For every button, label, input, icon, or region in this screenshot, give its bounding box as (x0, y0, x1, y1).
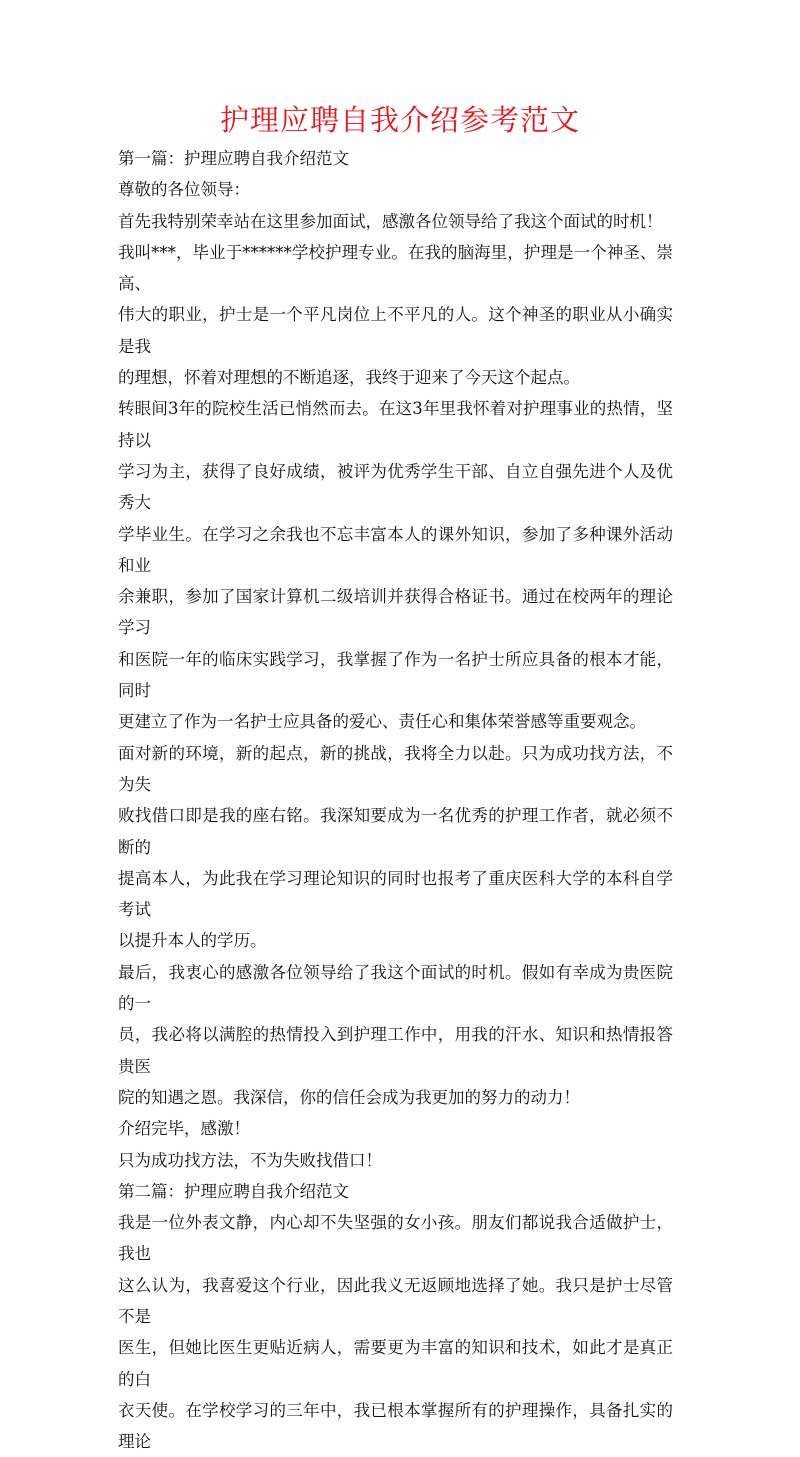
closing-line: 介绍完毕，感激！ (118, 1119, 250, 1139)
paragraph: 我叫***，毕业于******学校护理专业。在我的脑海里，护理是一个神圣、崇高、 伟大的职业，护士是一个平凡岗位上不平凡的人。这个神圣的职业从小确实是我 的理想，怀着对理想的不断追逐，我终于迎来了今天这个起点。 (118, 242, 673, 388)
paragraph: 转眼间3年的院校生活已悄然而去。在这3年里我怀着对护理事业的热情，坚持以 学习为主，获得了良好成绩，被评为优秀学生干部、自立自强先进个人及优秀大 学毕业生。在学习之余我也不忘丰富本人的课外知识，参加了多种课外活动和业 余兼职，参加了国家计算机二级培训并获得合格证书。通过在校两年的理论学习 和医院一年的临床实践学习，我掌握了作为一名护士所应具备的根本才能，同时 更建立了作为一名护士应具备的爱心、责任心和集体荣誉感等重要观念。 (118, 399, 673, 732)
paragraph: 面对新的环境，新的起点，新的挑战，我将全力以赴。只为成功找方法，不为失 败找借口即是我的座右铭。我深知要成为一名优秀的护理工作者，就必须不断的 提高本人，为此我在学习理论知识的同时也报考了重庆医科大学的本科自学考试 以提升本人的学历。 (118, 743, 673, 951)
salutation: 尊敬的各位领导： (118, 180, 250, 200)
document-title: 护理应聘自我介绍参考范文 (219, 103, 580, 137)
document-body (118, 143, 673, 1457)
paragraph: 我是一位外表文静，内心却不失坚强的女小孩。朋友们都说我合适做护士，我也 这么认为，我喜爱这个行业，因此我义无返顾地选择了她。我只是护士尽管不是 医生，但她比医生更贴近病人，需要更为丰富的知识和技术，如此才是真正的白 衣天使。在学校学习的三年中，我已根本掌握所有的护理操作，具备扎实的理论 (118, 1213, 673, 1452)
paragraph: 最后，我衷心的感激各位领导给了我这个面试的时机。假如有幸成为贵医院的一 员，我必将以满腔的热情投入到护理工作中，用我的汗水、知识和热情报答贵医 院的知遇之恩。我深信，你的信任会成为我更加的努力的动力！ (118, 962, 673, 1107)
paragraph: 首先我特别荣幸站在这里参加面试，感激各位领导给了我这个面试的时机！ (118, 211, 663, 231)
section-heading-1: 第一篇：护理应聘自我介绍范文 (118, 149, 349, 168)
motto-line: 只为成功找方法，不为失败找借口！ (118, 1150, 382, 1170)
section-heading-2: 第二篇：护理应聘自我介绍范文 (118, 1181, 349, 1201)
